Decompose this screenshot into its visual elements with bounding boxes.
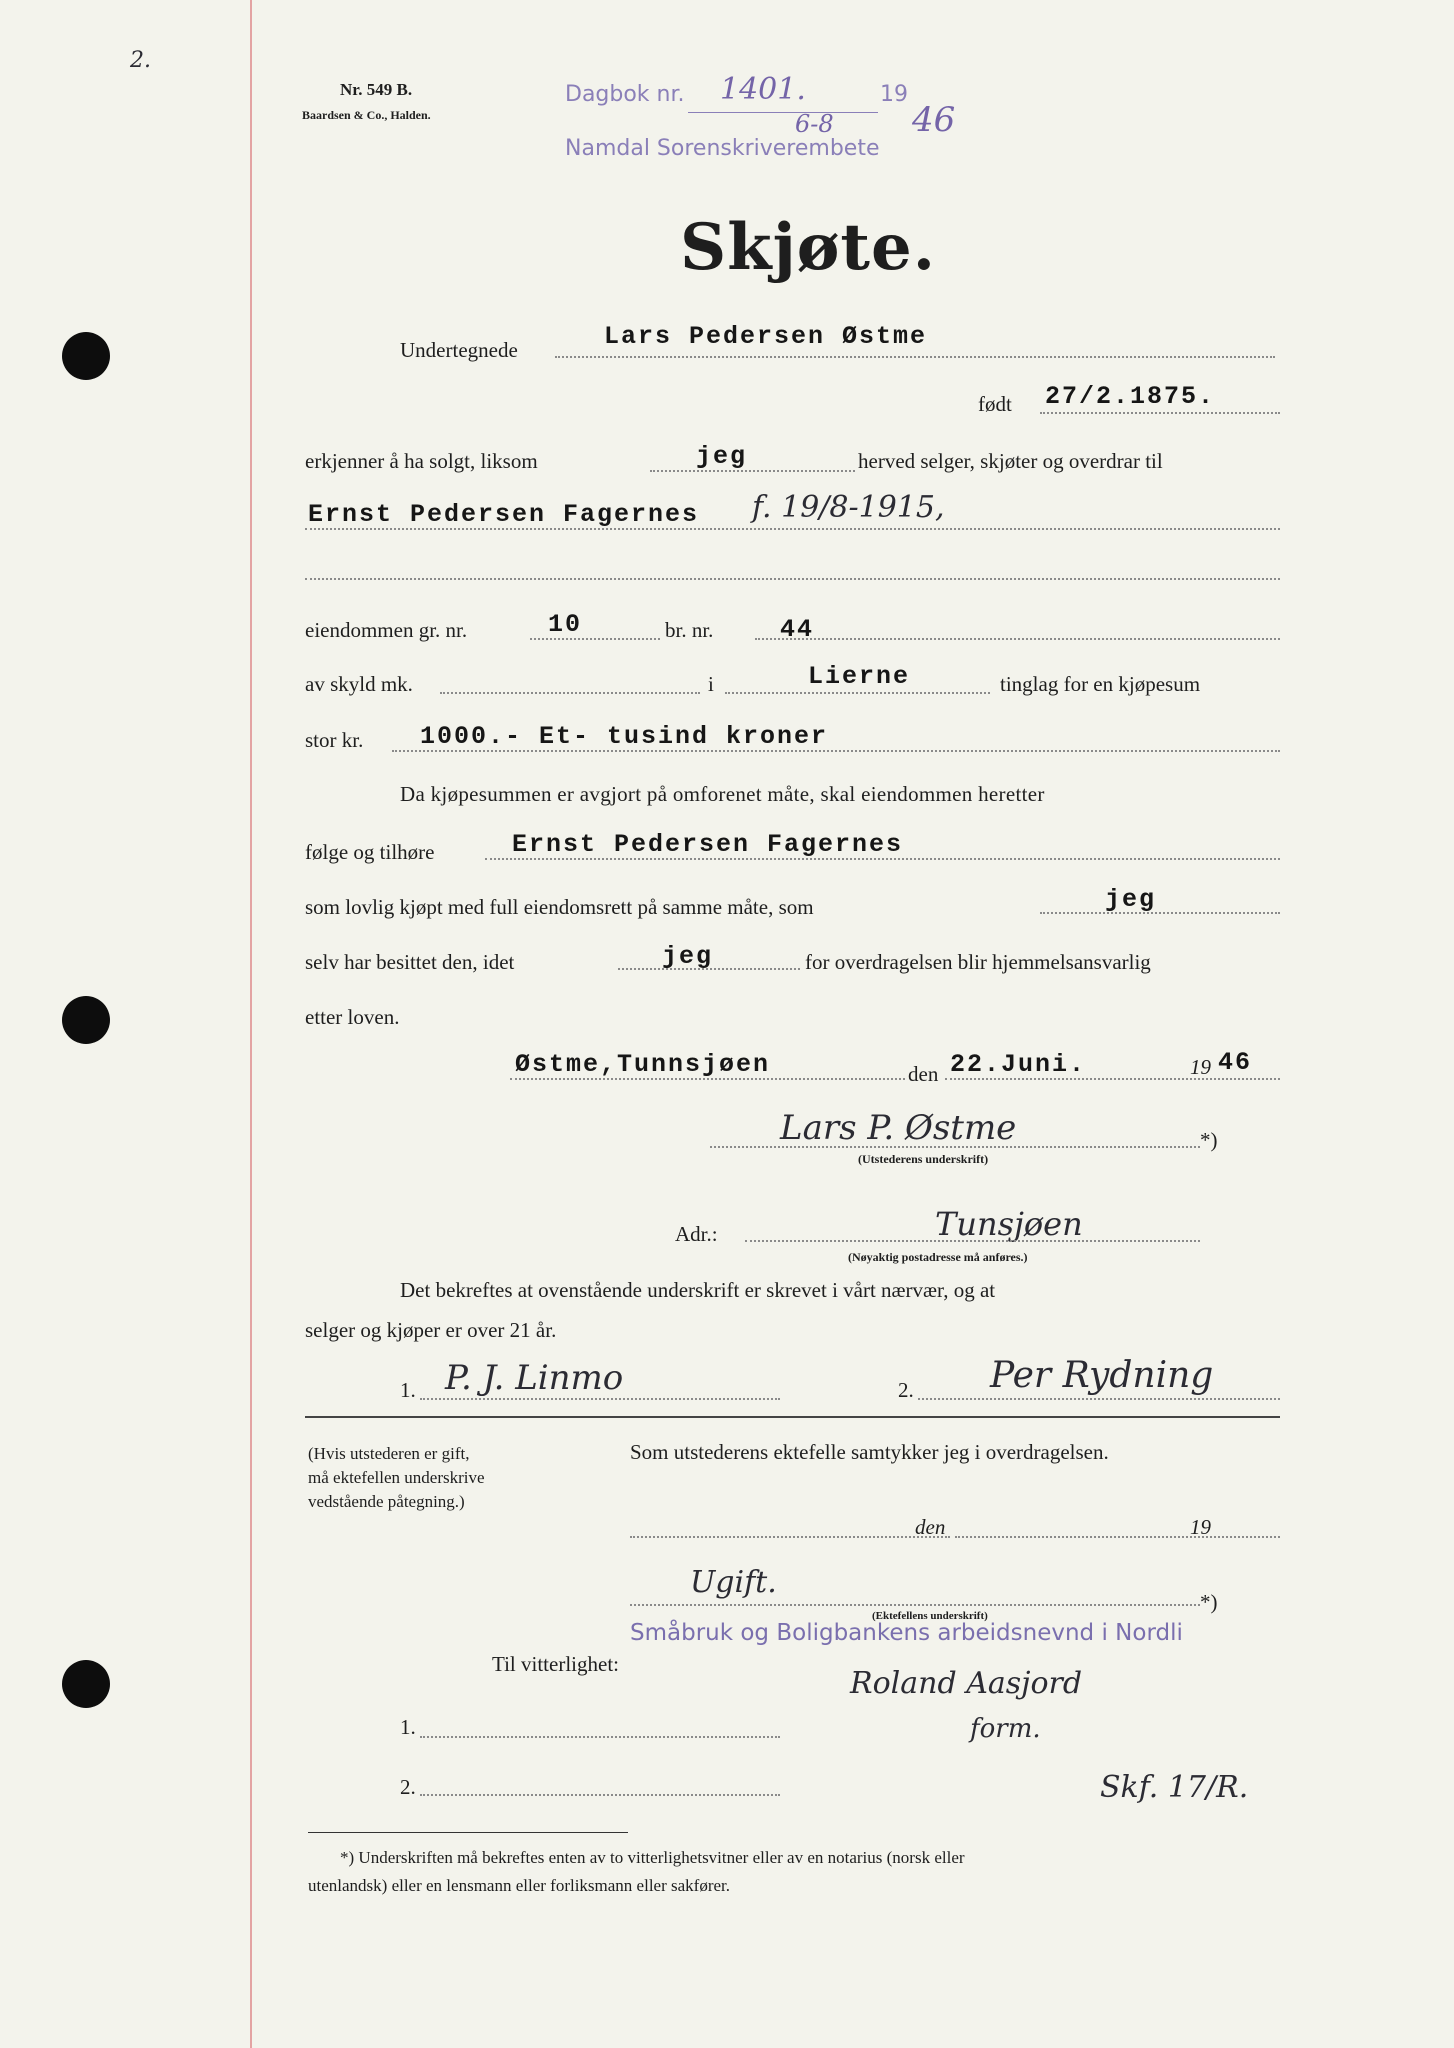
- spouse-note-line: vedstående påtegning.): [308, 1492, 465, 1511]
- price-value: 1000.- Et- tusind kroner: [420, 722, 829, 751]
- spouse-signature: Ugift.: [690, 1565, 777, 1600]
- label-tinglag: tinglag for en kjøpesum: [1000, 672, 1201, 696]
- field-line: [955, 1536, 1280, 1538]
- witness-2-number: 2.: [898, 1378, 914, 1402]
- owner-name: Ernst Pedersen Fagernes: [512, 830, 904, 859]
- paragraph-line-4-suffix: for overdragelsen blir hjemmelsansvarlig: [805, 950, 1151, 974]
- spouse-note-line: må ektefellen underskrive: [308, 1468, 485, 1487]
- label-vitterlighet: Til vitterlighet:: [492, 1652, 619, 1676]
- label-erkjenner: erkjenner å ha solgt, liksom: [305, 449, 538, 473]
- vitterlighet-signature-role: form.: [970, 1714, 1041, 1744]
- spouse-caption: (Ektefellens underskrift): [872, 1610, 988, 1622]
- label-herved: herved selger, skjøter og overdrar til: [858, 449, 1163, 473]
- paragraph-line-4-label: selv har besittet den, idet: [305, 950, 515, 974]
- signature-marker: *): [1200, 1128, 1218, 1152]
- label-stor-kr: stor kr.: [305, 728, 364, 752]
- vitterlighet-reference: Skf. 17/R.: [1100, 1770, 1249, 1805]
- page-number: 2.: [130, 48, 151, 73]
- bank-stamp: Småbruk og Boligbankens arbeidsnevnd i Nordli: [630, 1620, 1183, 1646]
- vitterlighet-number-1: 1.: [400, 1715, 416, 1739]
- seller-name: Lars Pedersen Østme: [604, 322, 928, 351]
- signing-place: Østme,Tunnsjøen: [515, 1050, 771, 1079]
- label-i: i: [708, 672, 714, 696]
- stamp-office: Namdal Sorenskriverembete: [565, 136, 880, 161]
- signature-line: [918, 1398, 1280, 1400]
- stamp-dagbok-label: Dagbok nr.: [565, 82, 685, 107]
- label-den: den: [908, 1062, 939, 1086]
- signature-caption: (Utstederens underskrift): [858, 1152, 989, 1166]
- signing-date: 22.Juni.: [950, 1050, 1087, 1079]
- label-br-nr: br. nr.: [665, 618, 714, 642]
- paragraph-line-3: som lovlig kjøpt med full eiendomsrett på samme måte, som: [305, 895, 814, 919]
- paragraph-line-4-who: jeg: [662, 942, 714, 971]
- field-line: [530, 638, 660, 640]
- label-fodt: født: [978, 392, 1012, 416]
- document-title: Skjøte.: [680, 210, 936, 285]
- footnote-line-1: *) Underskriften må bekreftes enten av to vitterlighetsvitner eller av en notarius (norsk eller: [340, 1848, 965, 1867]
- paragraph-line-3-who: jeg: [1105, 885, 1157, 914]
- witness-2-signature: Per Rydning: [990, 1355, 1214, 1396]
- buyer-name: Ernst Pedersen Fagernes: [308, 500, 700, 529]
- stamp-dagbok-number: 1401.: [720, 72, 806, 107]
- paragraph-line-2-label: følge og tilhøre: [305, 840, 435, 864]
- gr-nr-value: 10: [548, 610, 583, 639]
- signature-line: [710, 1146, 1200, 1148]
- punch-hole: [62, 1660, 110, 1708]
- seller-born: 27/2.1875.: [1045, 382, 1216, 411]
- field-line: [305, 578, 1280, 580]
- field-line: [1040, 412, 1280, 414]
- address-value: Tunsjøen: [935, 1205, 1083, 1243]
- vitterlighet-signature-name: Roland Aasjord: [850, 1666, 1083, 1701]
- spouse-note: [308, 1442, 485, 1514]
- spouse-marker: *): [1200, 1590, 1218, 1614]
- address-line: [745, 1240, 1200, 1242]
- paragraph-line-5: etter loven.: [305, 1005, 400, 1029]
- field-line: [755, 638, 1280, 640]
- field-line: [650, 470, 855, 472]
- confirm-line-1: Det bekreftes at ovenstående underskrift er skrevet i vårt nærvær, og at: [400, 1278, 996, 1302]
- signing-year-suffix: 46: [1218, 1048, 1253, 1077]
- footnote-line-2: utenlandsk) eller en lensmann eller forliksmann eller sakfører.: [308, 1876, 731, 1895]
- footnote-rule: [308, 1832, 628, 1833]
- br-nr-value: 44: [780, 615, 815, 644]
- field-line: [945, 1078, 1280, 1080]
- field-line: [618, 968, 800, 970]
- punch-hole: [62, 996, 110, 1044]
- label-gr-nr: eiendommen gr. nr.: [305, 618, 468, 642]
- witness-1-signature: P. J. Linmo: [445, 1358, 624, 1398]
- label-adr: Adr.:: [675, 1222, 718, 1246]
- stamp-year-suffix: 46: [912, 100, 956, 140]
- field-line: [510, 1078, 905, 1080]
- witness-1-number: 1.: [400, 1378, 416, 1402]
- signature-line: [420, 1794, 780, 1796]
- form-number: Nr. 549 B.: [340, 80, 413, 99]
- confirm-line-2: selger og kjøper er over 21 år.: [305, 1318, 557, 1342]
- margin-line: [250, 0, 252, 2048]
- place-value: Lierne: [808, 662, 911, 691]
- punch-hole: [62, 332, 110, 380]
- label-undertegnede: Undertegnede: [400, 338, 518, 362]
- divider: [305, 1416, 1280, 1418]
- stamp-date: 6-8: [795, 110, 834, 138]
- seller-signature: Lars P. Østme: [780, 1108, 1017, 1148]
- signature-line: [630, 1604, 1200, 1606]
- signature-line: [420, 1736, 780, 1738]
- form-publisher: Baardsen & Co., Halden.: [302, 108, 431, 122]
- field-line: [1040, 912, 1280, 914]
- sale-who: jeg: [696, 442, 748, 471]
- paragraph-line-1: Da kjøpesummen er avgjort på omforenet måte, skal eiendommen heretter: [400, 782, 1045, 806]
- buyer-born: f. 19/8-1915,: [752, 490, 945, 525]
- spouse-consent: Som utstederens ektefelle samtykker jeg i overdragelsen.: [630, 1440, 1109, 1464]
- address-caption: (Nøyaktig postadresse må anføres.): [848, 1250, 1028, 1264]
- field-line: [555, 356, 1275, 358]
- field-line: [485, 858, 1280, 860]
- spouse-year-prefix: 19: [1190, 1515, 1211, 1539]
- field-line: [630, 1536, 950, 1538]
- field-line: [392, 750, 1280, 752]
- field-line: [305, 528, 1280, 530]
- field-line: [440, 692, 700, 694]
- field-line: [725, 692, 990, 694]
- spouse-den-label: den: [915, 1515, 946, 1539]
- signing-year-prefix: 19: [1190, 1055, 1211, 1079]
- vitterlighet-number-2: 2.: [400, 1775, 416, 1799]
- spouse-note-line: (Hvis utstederen er gift,: [308, 1444, 470, 1463]
- stamp-underline: [688, 112, 878, 113]
- label-skyld: av skyld mk.: [305, 672, 413, 696]
- stamp-year-prefix: 19: [880, 82, 908, 107]
- signature-line: [420, 1398, 780, 1400]
